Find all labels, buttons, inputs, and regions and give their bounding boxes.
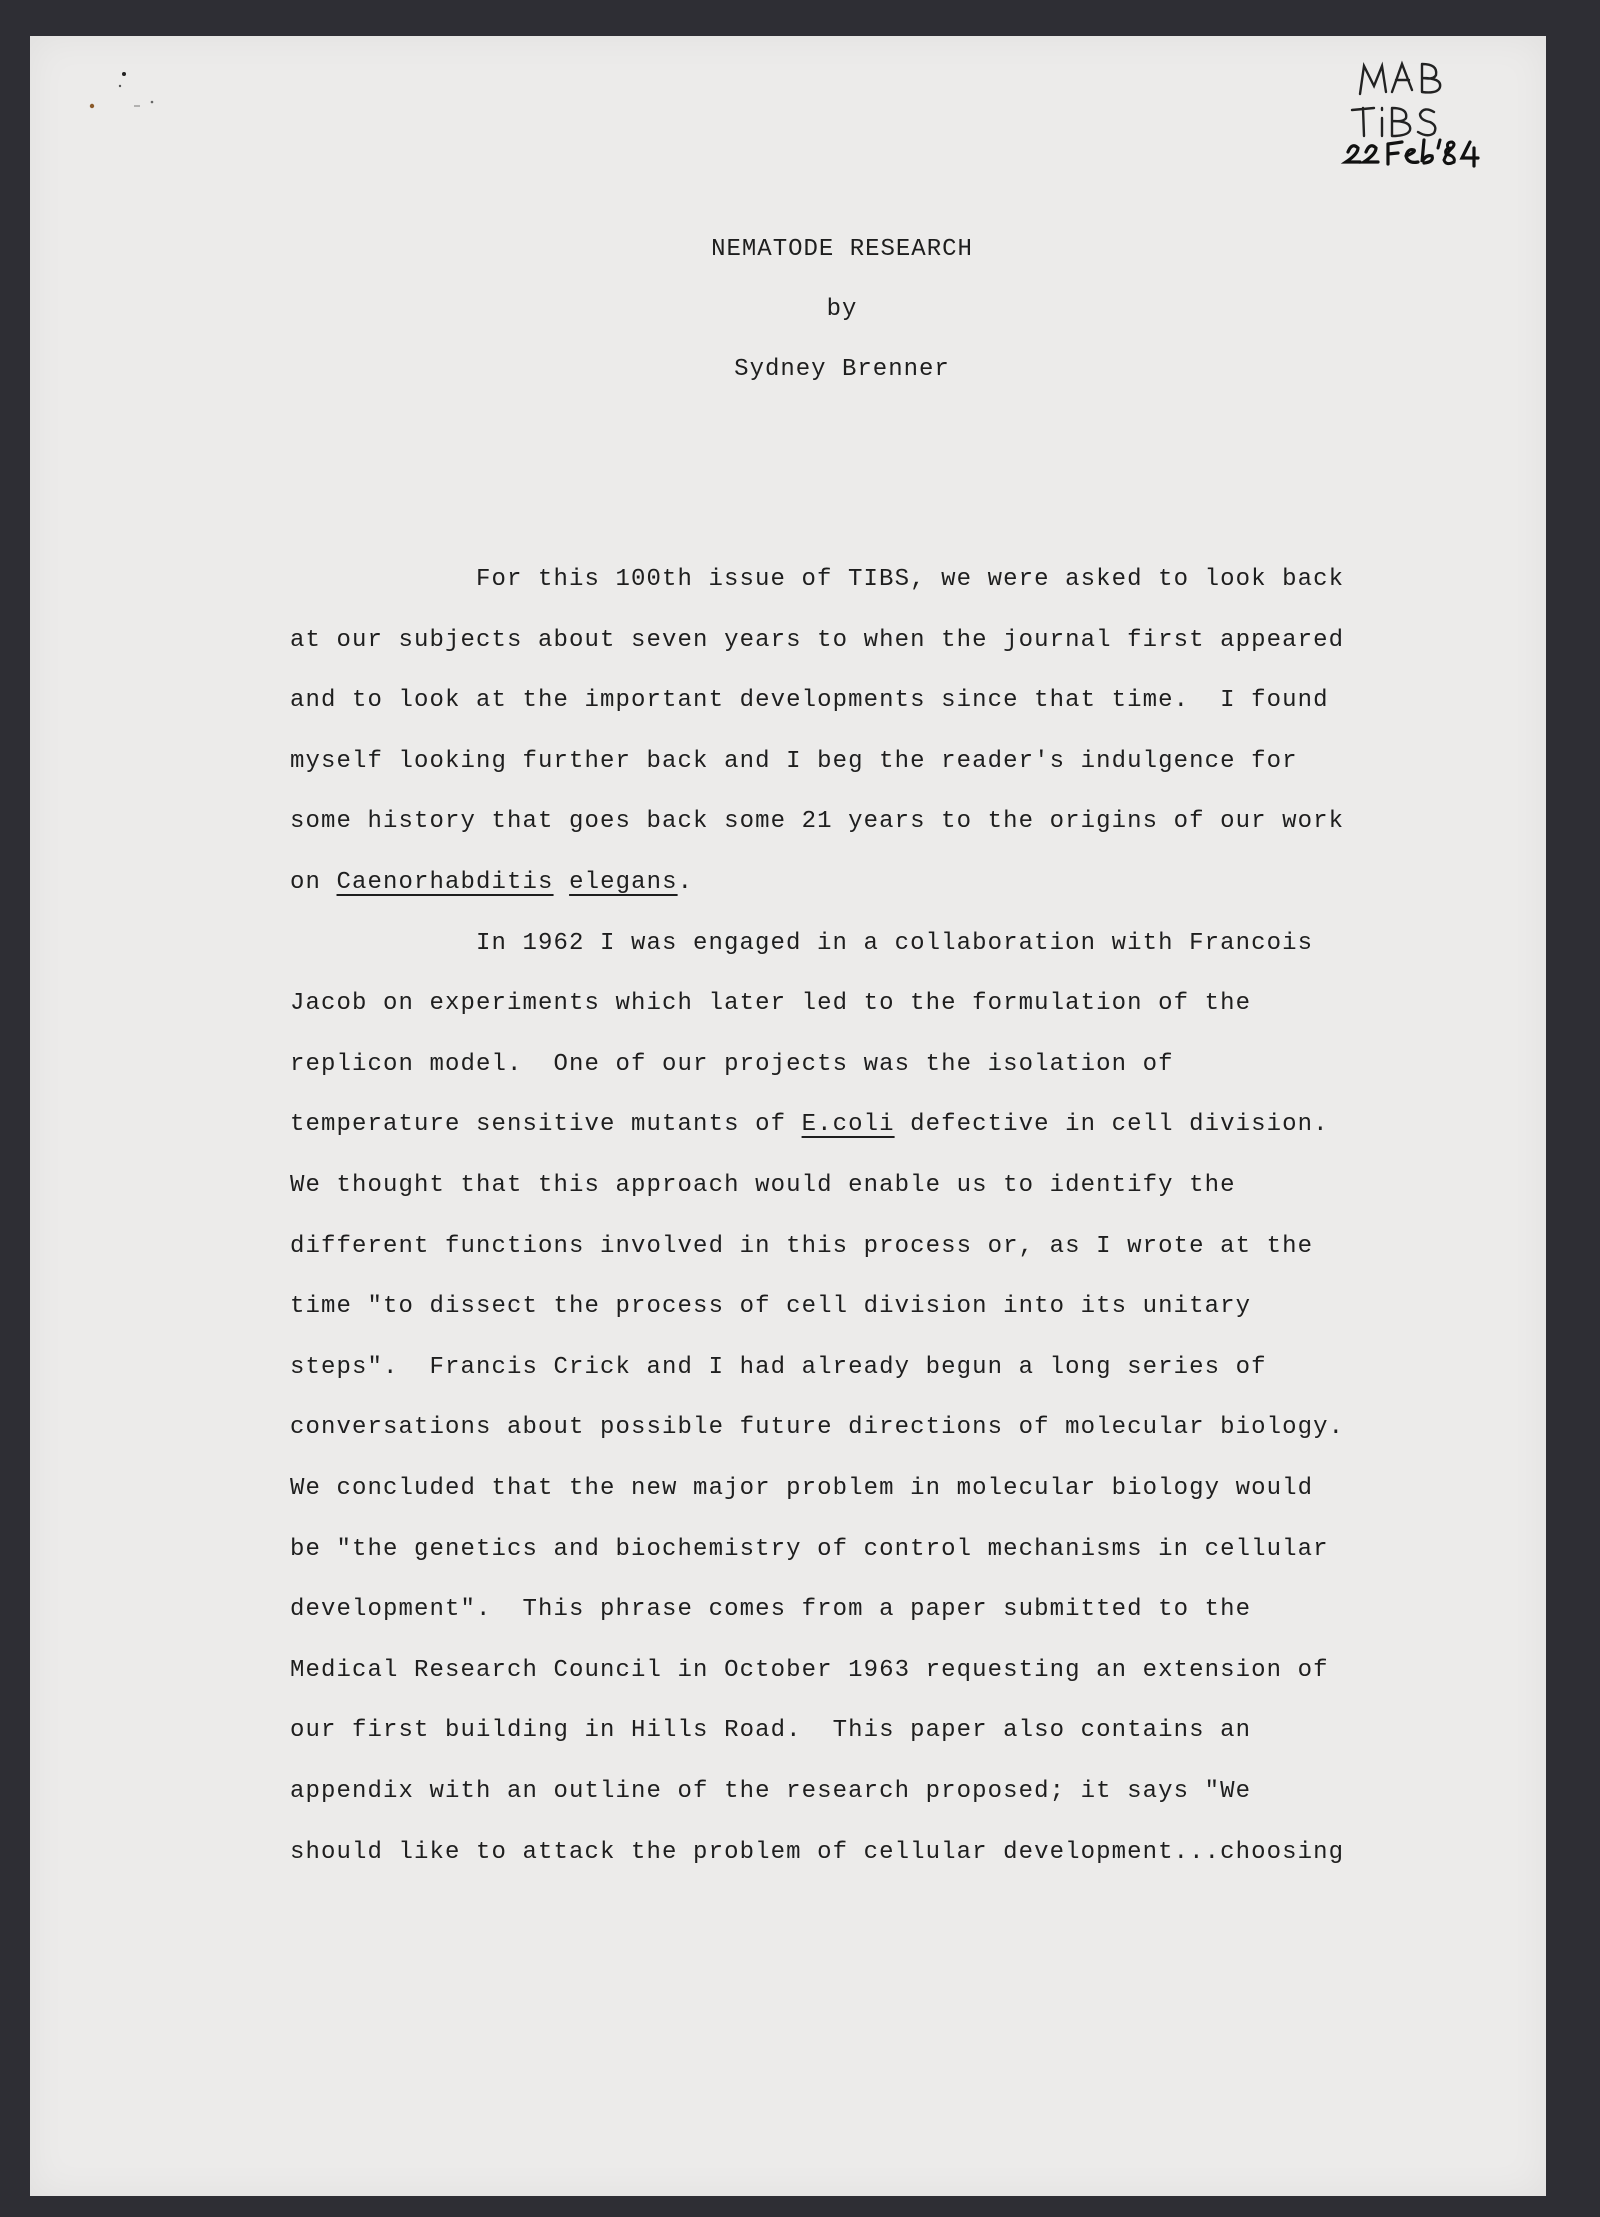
body-line-text: some history that goes back some 21 years to the origins of our work	[290, 808, 1345, 836]
body-line-text: be "the genetics and biochemistry of control mechanisms in cellular	[290, 1535, 1329, 1563]
body-line	[290, 1051, 1174, 1078]
body-line	[290, 1414, 1344, 1441]
body-line	[290, 1839, 1344, 1866]
body-line-text: and to look at the important developments since that time. I found	[290, 687, 1329, 715]
body-line	[290, 1293, 1251, 1320]
underlined-term: Caenorhabditis	[336, 869, 554, 896]
body-line-text: Jacob on experiments which later led to the formulation of the	[290, 990, 1252, 1018]
body-line-text: For this 100th issue of TIBS, we were asked to look back	[476, 566, 1345, 593]
body-line-text: In 1962 I was engaged in a collaboration with Francois	[476, 929, 1314, 957]
body-line-text: temperature sensitive mutants of	[290, 1111, 802, 1139]
body-line	[290, 687, 1329, 714]
body-line-text: development". This phrase comes from a paper submitted to the	[290, 1596, 1252, 1624]
body-line	[476, 566, 1344, 593]
body-line-text: We concluded that the new major problem in molecular biology would	[290, 1475, 1314, 1502]
typed-text-body	[30, 36, 1546, 2196]
document-author: Sydney Brenner	[734, 356, 950, 383]
body-line-text: .	[677, 869, 694, 896]
body-line-text	[554, 869, 570, 896]
document-byline: by	[826, 296, 858, 323]
body-line-text: different functions involved in this process or, as I wrote at the	[290, 1232, 1314, 1260]
body-line-text: steps". Francis Crick and I had already begun a long series of	[290, 1353, 1267, 1381]
body-line-text: conversations about possible future directions of molecular biology.	[290, 1414, 1345, 1442]
body-line	[290, 1778, 1251, 1805]
body-line	[290, 1233, 1313, 1260]
body-line-text: We thought that this approach would enable us to identify the	[290, 1172, 1236, 1199]
body-line-text: appendix with an outline of the research proposed; it says "We	[290, 1778, 1252, 1805]
body-line	[290, 1111, 1329, 1138]
body-line	[290, 1475, 1313, 1502]
body-line-text: on	[290, 869, 337, 896]
underlined-term: elegans	[569, 869, 678, 896]
body-line	[476, 930, 1313, 957]
body-line	[290, 869, 693, 896]
body-line	[290, 1354, 1267, 1381]
body-line	[290, 627, 1344, 654]
body-line	[290, 808, 1344, 835]
body-line	[290, 1596, 1251, 1623]
document-page	[30, 36, 1546, 2196]
underlined-term: E.coli	[801, 1111, 895, 1139]
body-line	[290, 1536, 1329, 1563]
body-line-text: replicon model. One of our projects was the isolation of	[290, 1050, 1174, 1078]
body-line	[290, 1717, 1251, 1744]
body-line	[290, 990, 1251, 1017]
body-line-text: should like to attack the problem of cellular development...choosing	[290, 1838, 1345, 1866]
document-title: NEMATODE RESEARCH	[711, 236, 973, 263]
body-line-text: time "to dissect the process of cell division into its unitary	[290, 1293, 1252, 1321]
body-line-text: our first building in Hills Road. This paper also contains an	[290, 1717, 1252, 1745]
body-line-text: Medical Research Council in October 1963 requesting an extension of	[290, 1656, 1329, 1684]
body-line	[290, 1657, 1329, 1684]
body-line	[290, 1172, 1236, 1199]
body-line-text: defective in cell division.	[894, 1111, 1329, 1139]
body-line-text: myself looking further back and I beg the reader's indulgence for	[290, 747, 1298, 775]
body-line-text: at our subjects about seven years to when the journal first appeared	[290, 626, 1345, 654]
body-line	[290, 748, 1298, 775]
